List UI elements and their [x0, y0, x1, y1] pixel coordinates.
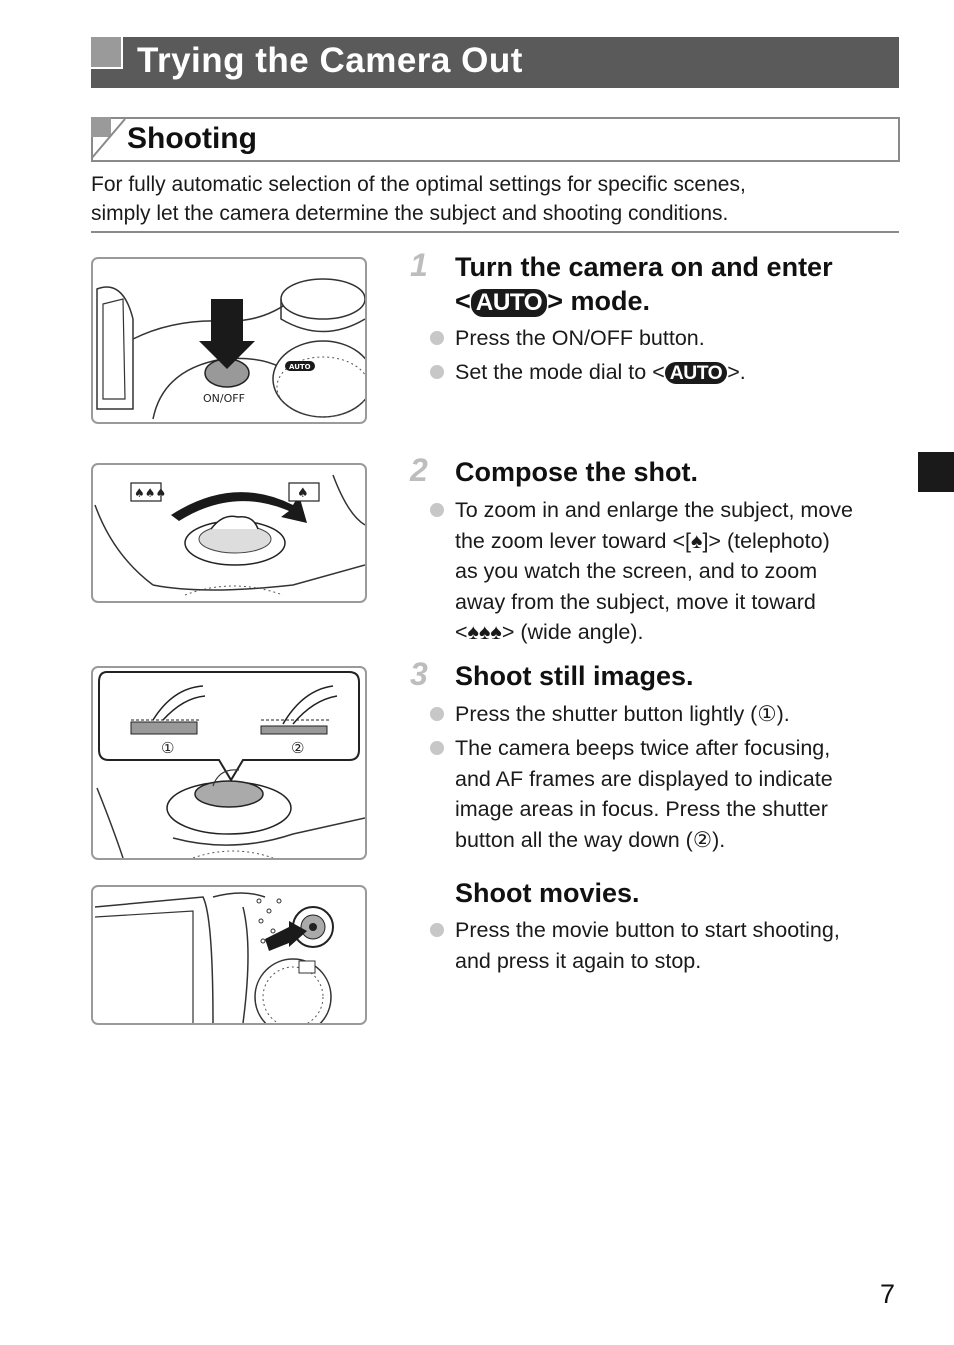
svg-text:♠♠♠: ♠♠♠ [134, 486, 167, 500]
step-2-title: Compose the shot. [455, 457, 699, 487]
label-full-press: ② [291, 739, 305, 757]
step-1-title-line-1: Turn the camera on and enter [455, 252, 833, 282]
step-3-bullet-1: Press the shutter button lightly (①). [428, 699, 898, 730]
step-2-bullet-1: To zoom in and enlarge the subject, move the zoom lever toward <[♠]> (telephoto) as you watch the screen, and to zoom away from the subject, move it toward <♠♠♠> (wide angle). [428, 495, 898, 648]
step-1-title [455, 250, 895, 318]
bullet-dot-icon [430, 365, 444, 379]
intro-paragraph [91, 170, 891, 228]
step-2-number: 2 [410, 452, 428, 488]
bullet-dot-icon [430, 707, 444, 721]
step-4-title: Shoot movies. [455, 878, 640, 908]
intro-divider [91, 231, 899, 233]
bullet-dot-icon [430, 741, 444, 755]
on-off-label: ON/OFF [203, 392, 245, 405]
bullet-dot-icon [430, 503, 444, 517]
step-3-title: Shoot still images. [455, 661, 694, 691]
dial-auto-label: AUTO [289, 363, 311, 371]
bullet-dot-icon [430, 923, 444, 937]
step-1-title-line-2: < AUTO > mode. [455, 286, 650, 316]
illustration-shutter-button [91, 666, 367, 860]
chapter-title-marker [91, 37, 123, 69]
svg-text:♠: ♠ [297, 486, 309, 501]
intro-line-2: simply let the camera determine the subject and shooting conditions. [91, 202, 729, 225]
section-title: Shooting [127, 122, 257, 155]
illustration-movie-button [91, 885, 367, 1025]
auto-mode-icon: AUTO [471, 289, 547, 317]
auto-mode-icon: AUTO [665, 362, 727, 384]
chapter-title: Trying the Camera Out [137, 41, 523, 80]
step-1-number: 1 [410, 247, 428, 283]
intro-line-1: For fully automatic selection of the optimal settings for specific scenes, [91, 173, 746, 196]
step-1-bullet-2: Set the mode dial to < AUTO >. [428, 357, 898, 388]
step-1-bullet-1: Press the ON/OFF button. [428, 323, 898, 354]
step-3-bullet-2: The camera beeps twice after focusing, and AF frames are displayed to indicate image areas in focus. Press the shutter button all the way down (②). [428, 733, 898, 855]
bullet-dot-icon [430, 331, 444, 345]
step-4-bullet-1: Press the movie button to start shooting, and press it again to stop. [428, 915, 898, 976]
page-number: 7 [880, 1279, 896, 1309]
illustration-zoom-lever [91, 463, 367, 603]
illustration-power-button [91, 257, 367, 424]
step-3-number: 3 [410, 656, 428, 692]
chapter-thumb-tab [918, 452, 954, 492]
section-title-slash [91, 117, 131, 161]
label-half-press: ① [161, 739, 175, 757]
